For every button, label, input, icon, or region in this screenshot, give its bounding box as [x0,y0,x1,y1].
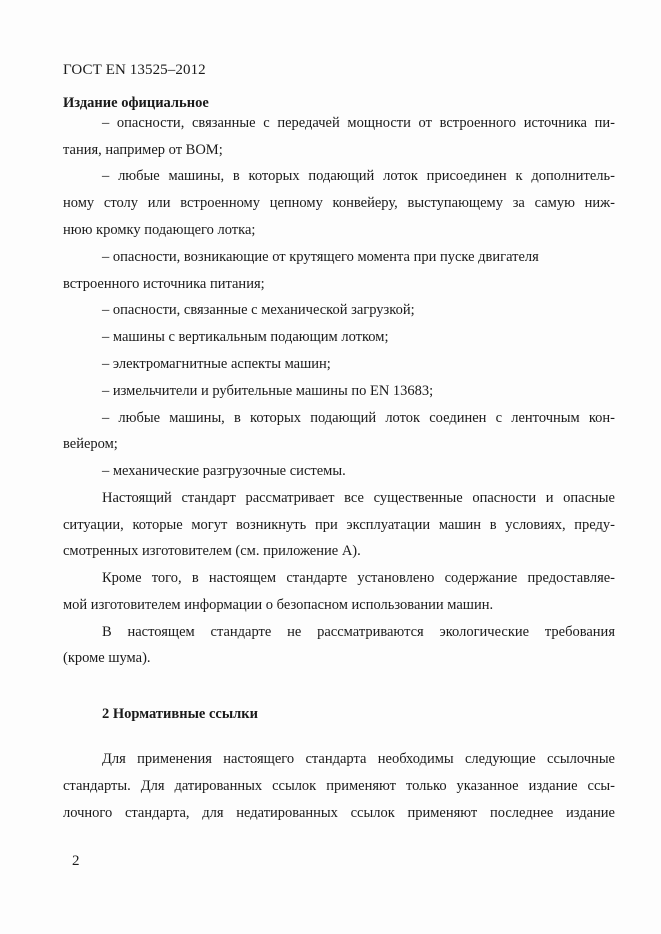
text-line: Настоящий стандарт рассматривает все существенные опасности и опасные [102,490,615,506]
text-line: мой изготовителем информации о безопасном использовании машин. [63,597,494,613]
text-line: лочного стандарта, для недатированных ссылок применяют последнее издание [63,805,615,821]
text-line: – опасности, связанные с механической загрузкой; [102,302,415,318]
text-line: ситуации, которые могут возникнуть при эксплуатации машин в условиях, преду- [63,517,615,533]
text-line: ному столу или встроенному цепному конвейеру, выступающему за самую ниж- [63,195,615,211]
text-line: – любые машины, в которых подающий лоток соединен с ленточным кон- [102,410,615,426]
text-line: – машины с вертикальным подающим лотком; [102,329,389,345]
text-line: Для применения настоящего стандарта необходимы следующие ссылочные [102,751,615,767]
text-line: – измельчители и рубительные машины по EN 13683; [102,383,434,399]
text-line: В настоящем стандарте не рассматриваются экологические требования [102,624,615,640]
text-line: – опасности, возникающие от крутящего момента при пуске двигателя [102,249,539,265]
page-number: 2 [72,853,80,869]
text-line: встроенного источника питания; [63,276,265,292]
text-line: стандарты. Для датированных ссылок применяют только указанное издание ссы- [63,778,615,794]
section-heading: 2 Нормативные ссылки [102,706,258,722]
text-line: – любые машины, в которых подающий лоток присоединен к дополнитель- [102,168,615,184]
text-line: (кроме шума). [63,650,151,666]
text-line: – опасности, связанные с передачей мощности от встроенного источника пи- [102,115,615,131]
text-line: вейером; [63,436,118,452]
edition-label: Издание официальное [63,95,209,111]
text-line: нюю кромку подающего лотка; [63,222,256,238]
text-line: – механические разгрузочные системы. [102,463,346,479]
text-line: смотренных изготовителем (см. приложение А). [63,543,361,559]
standard-code: ГОСТ EN 13525–2012 [63,62,206,78]
text-line: тания, например от ВОМ; [63,142,223,158]
text-line: Кроме того, в настоящем стандарте установлено содержание предоставляе- [102,570,615,586]
text-line: – электромагнитные аспекты машин; [102,356,331,372]
